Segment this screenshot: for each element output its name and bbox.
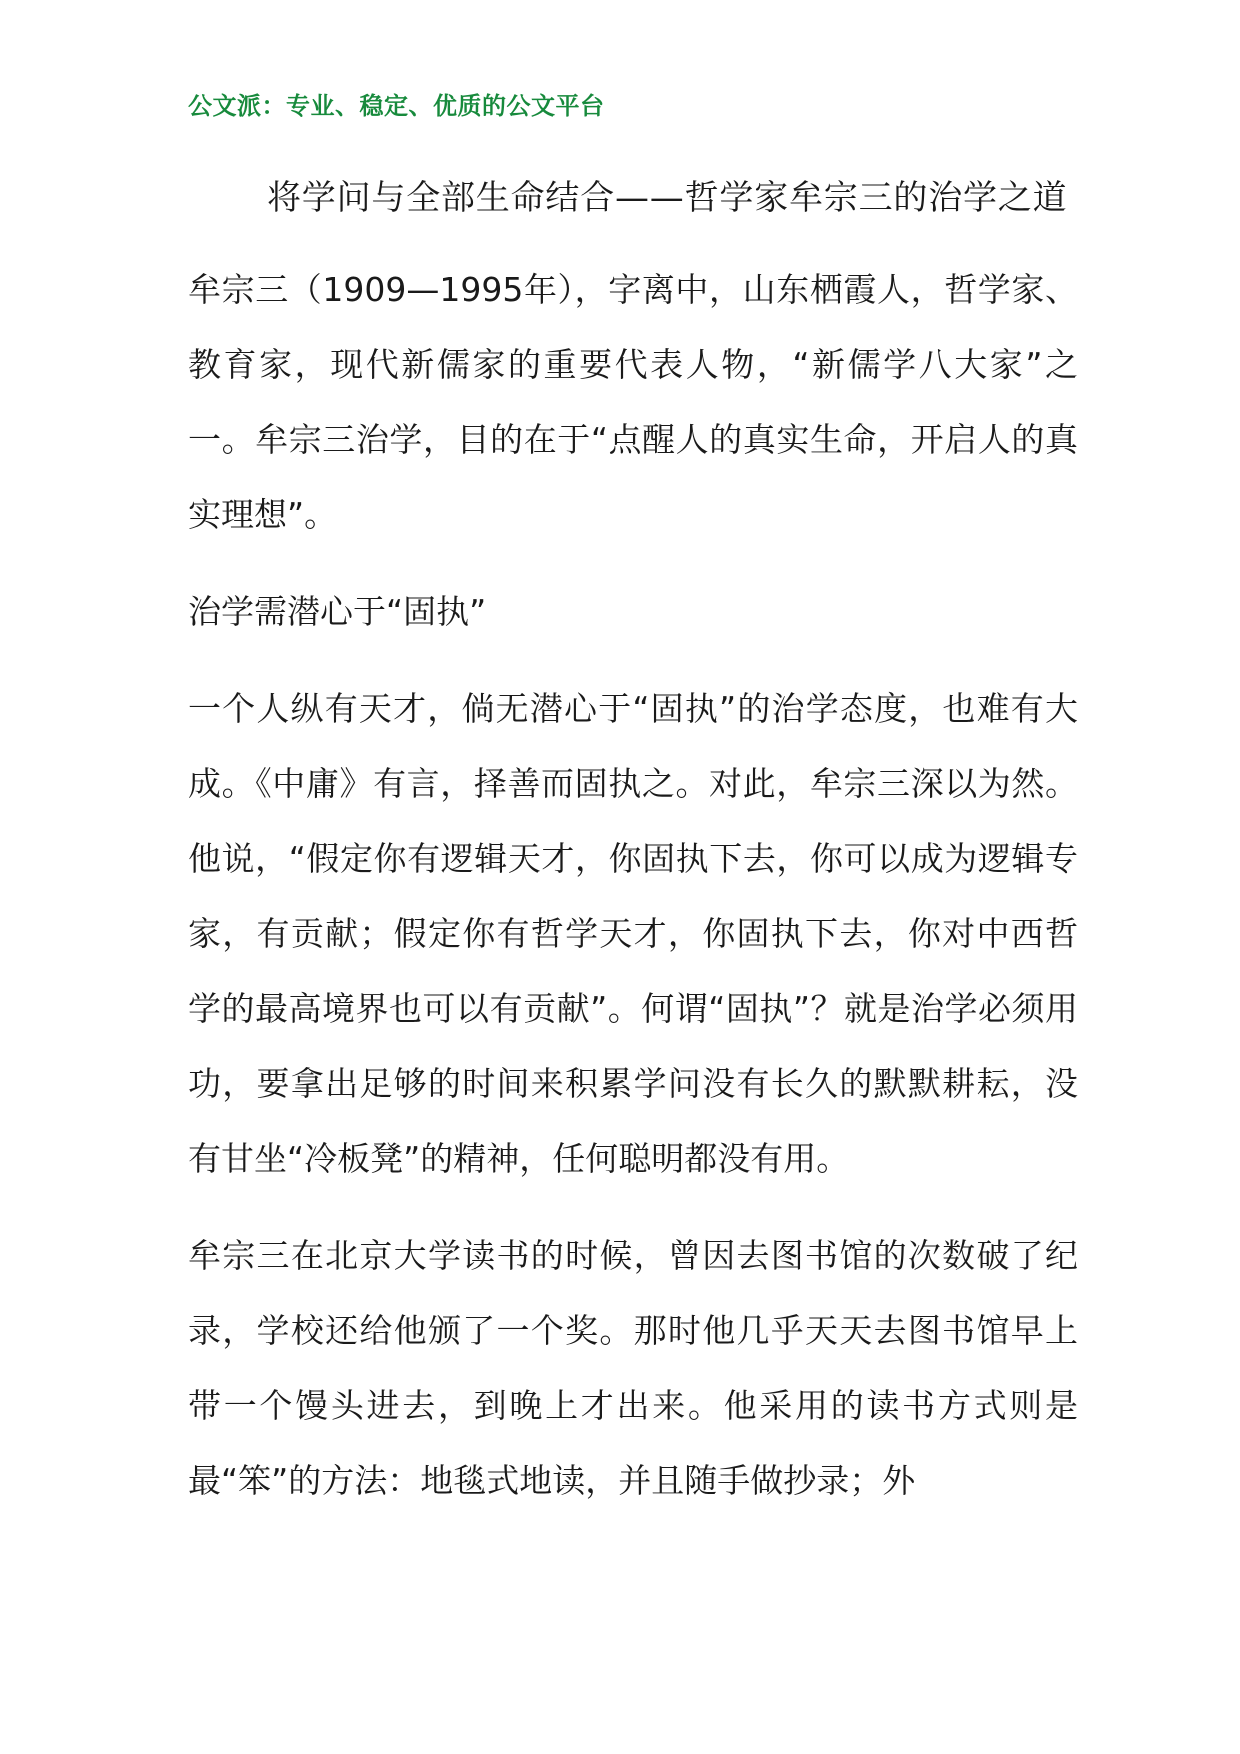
paragraph-persistence: 一个人纵有天才，倘无潜心于“固执”的治学态度，也难有大成。《中庸》有言，择善而固执之。对此，牟宗三深以为然。他说，“假定你有逻辑天才，你固执下去，你可以成为逻辑专家，有贡献；假定你有哲学天才，你固执下去，你对中西哲学的最高境界也可以有贡献”。何谓“固执”？就是治学必须用功，要拿出足够的时间来积累学问没有长久的默默耕耘，没有甘坐“冷板凳”的精神，任何聪明都没有用。 bbox=[188, 689, 1078, 1178]
article-body bbox=[188, 252, 1078, 1540]
paragraph-intro: 牟宗三（1909—1995年），字离中，山东栖霞人，哲学家、教育家，现代新儒家的重要代表人物，“新儒学八大家”之一。牟宗三治学，目的在于“点醒人的真实生命，开启人的真实理想”。 bbox=[188, 270, 1078, 534]
article-title: 将学问与全部生命结合——哲学家牟宗三的治学之道 bbox=[267, 178, 1068, 218]
section-heading: 治学需潜心于“固执” bbox=[188, 592, 487, 631]
paragraph-library: 牟宗三在北京大学读书的时候，曾因去图书馆的次数破了纪录，学校还给他颁了一个奖。那时他几乎天天去图书馆早上带一个馒头进去，到晚上才出来。他采用的读书方式则是最“笨”的方法：地毯式地读，并且随手做抄录；外 bbox=[188, 1236, 1078, 1500]
header-note: 公文派：专业、稳定、优质的公文平台 bbox=[188, 92, 605, 120]
